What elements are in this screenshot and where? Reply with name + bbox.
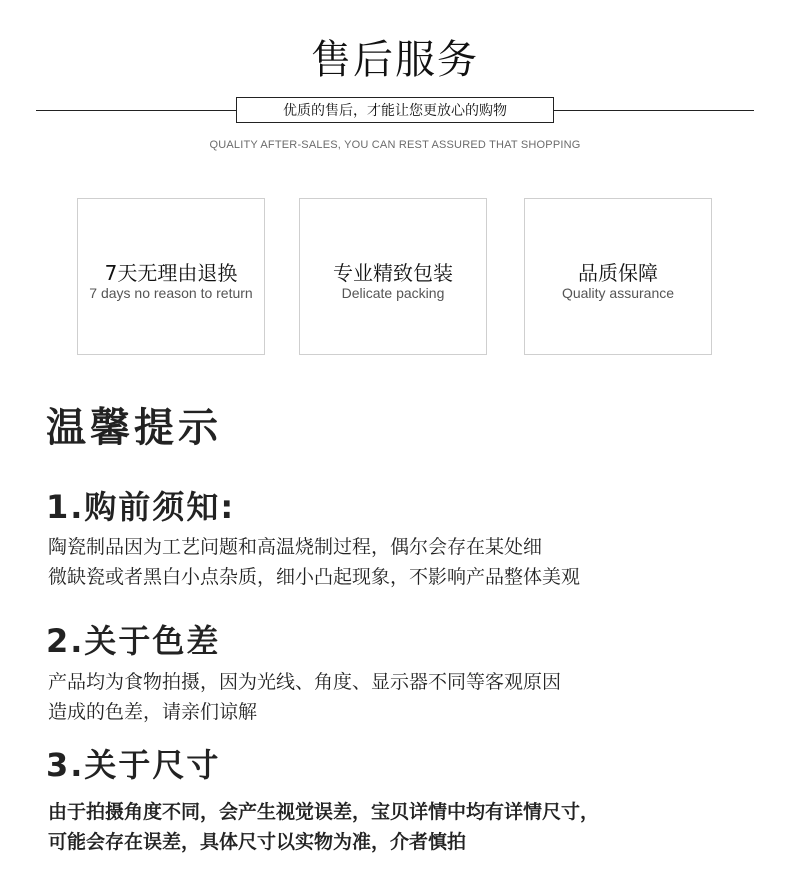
text-line: 造成的色差，请亲们谅解 (48, 701, 258, 723)
section-text-prepurchase (48, 532, 580, 592)
section-text-color (48, 667, 561, 727)
text-line: 可能会存在误差，具体尺寸以实物为准，介者慎拍 (48, 831, 467, 853)
service-card-subtitle: Quality assurance (561, 285, 675, 301)
service-card-subtitle: Delicate packing (341, 285, 445, 301)
text-line: 微缺瓷或者黑白小点杂质，细小凸起现象，不影响产品整体美观 (48, 566, 581, 588)
slogan-cn: 优质的售后，才能让您更放心的购物 (283, 103, 507, 119)
notice-title: 温馨提示 (46, 405, 222, 451)
service-card-quality (524, 198, 712, 355)
service-card-packing (299, 198, 487, 355)
section-text-size (48, 797, 599, 857)
section-heading-prepurchase: 1.购前须知: (46, 488, 236, 526)
service-card-title: 品质保障 (578, 261, 658, 285)
section-heading-size: 3.关于尺寸 (46, 746, 221, 784)
slogan-box (236, 97, 554, 123)
divider-right (554, 110, 754, 111)
text-line: 由于拍摄角度不同，会产生视觉误差，宝贝详情中均有详情尺寸， (48, 801, 600, 823)
divider-left (36, 110, 236, 111)
text-line: 产品均为食物拍摄，因为光线、角度、显示器不同等客观原因 (48, 671, 562, 693)
service-card-return (77, 198, 265, 355)
section-heading-color: 2.关于色差 (46, 622, 221, 660)
service-card-title: 7天无理由退换 (104, 261, 238, 285)
page-title: 售后服务 (311, 37, 479, 83)
text-line: 陶瓷制品因为工艺问题和高温烧制过程，偶尔会存在某处细 (48, 536, 543, 558)
service-card-title: 专业精致包装 (333, 261, 453, 285)
slogan-en: QUALITY AFTER-SALES, YOU CAN REST ASSURED THAT SHOPPING (209, 139, 581, 151)
service-card-subtitle: 7 days no reason to return (89, 285, 253, 301)
